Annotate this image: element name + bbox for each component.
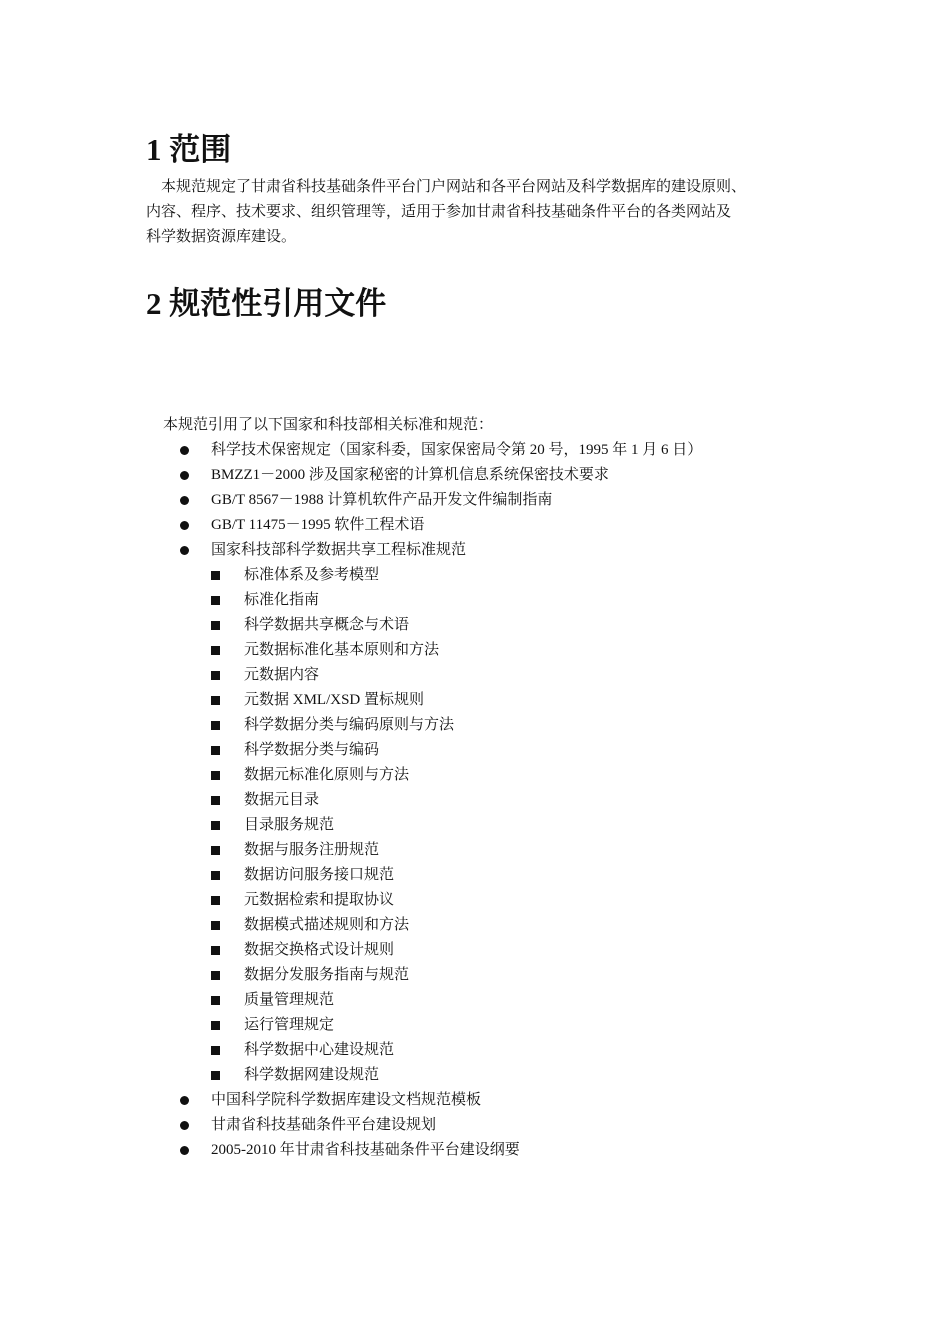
bullet-square-icon — [211, 921, 220, 930]
bullet-dot-icon — [180, 1096, 189, 1105]
bullet-square-icon — [211, 571, 220, 580]
bullet-square-icon — [211, 771, 220, 780]
standard-text: 目录服务规范 — [244, 817, 335, 833]
reference-item — [178, 1113, 858, 1138]
standard-item — [211, 1038, 858, 1063]
reference-text: 国家科技部科学数据共享工程标准规范 — [211, 542, 467, 558]
paragraph-line: 内容、程序、技术要求、组织管理等，适用于参加甘肃省科技基础条件平台的各类网站及 — [146, 204, 732, 220]
standard-item — [211, 938, 858, 963]
bullet-square-icon — [211, 646, 220, 655]
standard-item — [211, 863, 858, 888]
paragraph-line: 科学数据资源库建设。 — [146, 229, 297, 245]
bullet-square-icon — [211, 896, 220, 905]
standard-item — [211, 713, 858, 738]
standard-item — [211, 563, 858, 588]
standard-text: 元数据 XML/XSD 置标规则 — [244, 692, 425, 708]
standard-text: 数据模式描述规则和方法 — [244, 917, 410, 933]
reference-item — [178, 488, 858, 513]
bullet-dot-icon — [180, 1146, 189, 1155]
standard-text: 科学数据共享概念与术语 — [244, 617, 410, 633]
standard-item — [211, 888, 858, 913]
standard-item — [211, 838, 858, 863]
bullet-dot-icon — [180, 446, 189, 455]
reference-text: GB/T 11475－1995 软件工程术语 — [211, 517, 425, 533]
standard-item — [211, 1063, 858, 1088]
section-heading-normative-references: 2 规范性引用文件 — [146, 286, 387, 321]
standard-item — [211, 663, 858, 688]
reference-item — [178, 1088, 858, 1113]
standard-item — [211, 963, 858, 988]
bullet-square-icon — [211, 821, 220, 830]
reference-item — [178, 538, 858, 1088]
bullet-dot-icon — [180, 471, 189, 480]
reference-text: 中国科学院科学数据库建设文档规范模板 — [211, 1092, 482, 1108]
standard-text: 数据交换格式设计规则 — [244, 942, 395, 958]
reference-text: 甘肃省科技基础条件平台建设规划 — [211, 1117, 437, 1133]
standard-item — [211, 988, 858, 1013]
standard-text: 运行管理规定 — [244, 1017, 335, 1033]
standard-text: 元数据内容 — [244, 667, 320, 683]
bullet-square-icon — [211, 721, 220, 730]
bullet-dot-icon — [180, 496, 189, 505]
reference-item — [178, 438, 858, 463]
standard-text: 元数据检索和提取协议 — [244, 892, 395, 908]
paragraph-line: 本规范规定了甘肃省科技基础条件平台门户网站和各平台网站及科学数据库的建设原则、 — [161, 179, 747, 195]
references-list — [178, 438, 858, 1163]
reference-text: GB/T 8567－1988 计算机软件产品开发文件编制指南 — [211, 492, 553, 508]
reference-item — [178, 513, 858, 538]
scope-paragraph — [146, 175, 826, 250]
standard-text: 数据分发服务指南与规范 — [244, 967, 410, 983]
bullet-square-icon — [211, 871, 220, 880]
standard-text: 科学数据网建设规范 — [244, 1067, 380, 1083]
standard-text: 科学数据分类与编码原则与方法 — [244, 717, 455, 733]
bullet-square-icon — [211, 746, 220, 755]
standard-item — [211, 613, 858, 638]
reference-text: BMZZ1－2000 涉及国家秘密的计算机信息系统保密技术要求 — [211, 467, 609, 483]
standard-item — [211, 913, 858, 938]
bullet-dot-icon — [180, 546, 189, 555]
standard-text: 科学数据中心建设规范 — [244, 1042, 395, 1058]
standard-text: 标准化指南 — [244, 592, 320, 608]
reference-item — [178, 1138, 858, 1163]
standard-text: 数据与服务注册规范 — [244, 842, 380, 858]
standard-item — [211, 813, 858, 838]
bullet-square-icon — [211, 696, 220, 705]
bullet-square-icon — [211, 796, 220, 805]
bullet-dot-icon — [180, 521, 189, 530]
standard-item — [211, 738, 858, 763]
bullet-square-icon — [211, 596, 220, 605]
references-intro: 本规范引用了以下国家和科技部相关标准和规范： — [163, 417, 494, 433]
standard-text: 标准体系及参考模型 — [244, 567, 380, 583]
reference-text: 2005-2010 年甘肃省科技基础条件平台建设纲要 — [211, 1142, 520, 1158]
bullet-square-icon — [211, 621, 220, 630]
bullet-dot-icon — [180, 1121, 189, 1130]
standard-item — [211, 1013, 858, 1038]
standard-item — [211, 788, 858, 813]
bullet-square-icon — [211, 671, 220, 680]
bullet-square-icon — [211, 946, 220, 955]
bullet-square-icon — [211, 846, 220, 855]
bullet-square-icon — [211, 1071, 220, 1080]
standard-text: 数据访问服务接口规范 — [244, 867, 395, 883]
standard-text: 元数据标准化基本原则和方法 — [244, 642, 440, 658]
bullet-square-icon — [211, 996, 220, 1005]
bullet-square-icon — [211, 1046, 220, 1055]
standard-text: 数据元目录 — [244, 792, 320, 808]
reference-item — [178, 463, 858, 488]
standard-text: 数据元标准化原则与方法 — [244, 767, 410, 783]
bullet-square-icon — [211, 971, 220, 980]
standard-item — [211, 688, 858, 713]
reference-text: 科学技术保密规定（国家科委，国家保密局令第 20 号，1995 年 1 月 6 日） — [211, 442, 703, 458]
standard-item — [211, 588, 858, 613]
standards-sublist — [211, 563, 858, 1088]
bullet-square-icon — [211, 1021, 220, 1030]
standard-item — [211, 638, 858, 663]
section-heading-scope: 1 范围 — [146, 132, 232, 167]
standard-text: 科学数据分类与编码 — [244, 742, 380, 758]
standard-text: 质量管理规范 — [244, 992, 335, 1008]
standard-item — [211, 763, 858, 788]
